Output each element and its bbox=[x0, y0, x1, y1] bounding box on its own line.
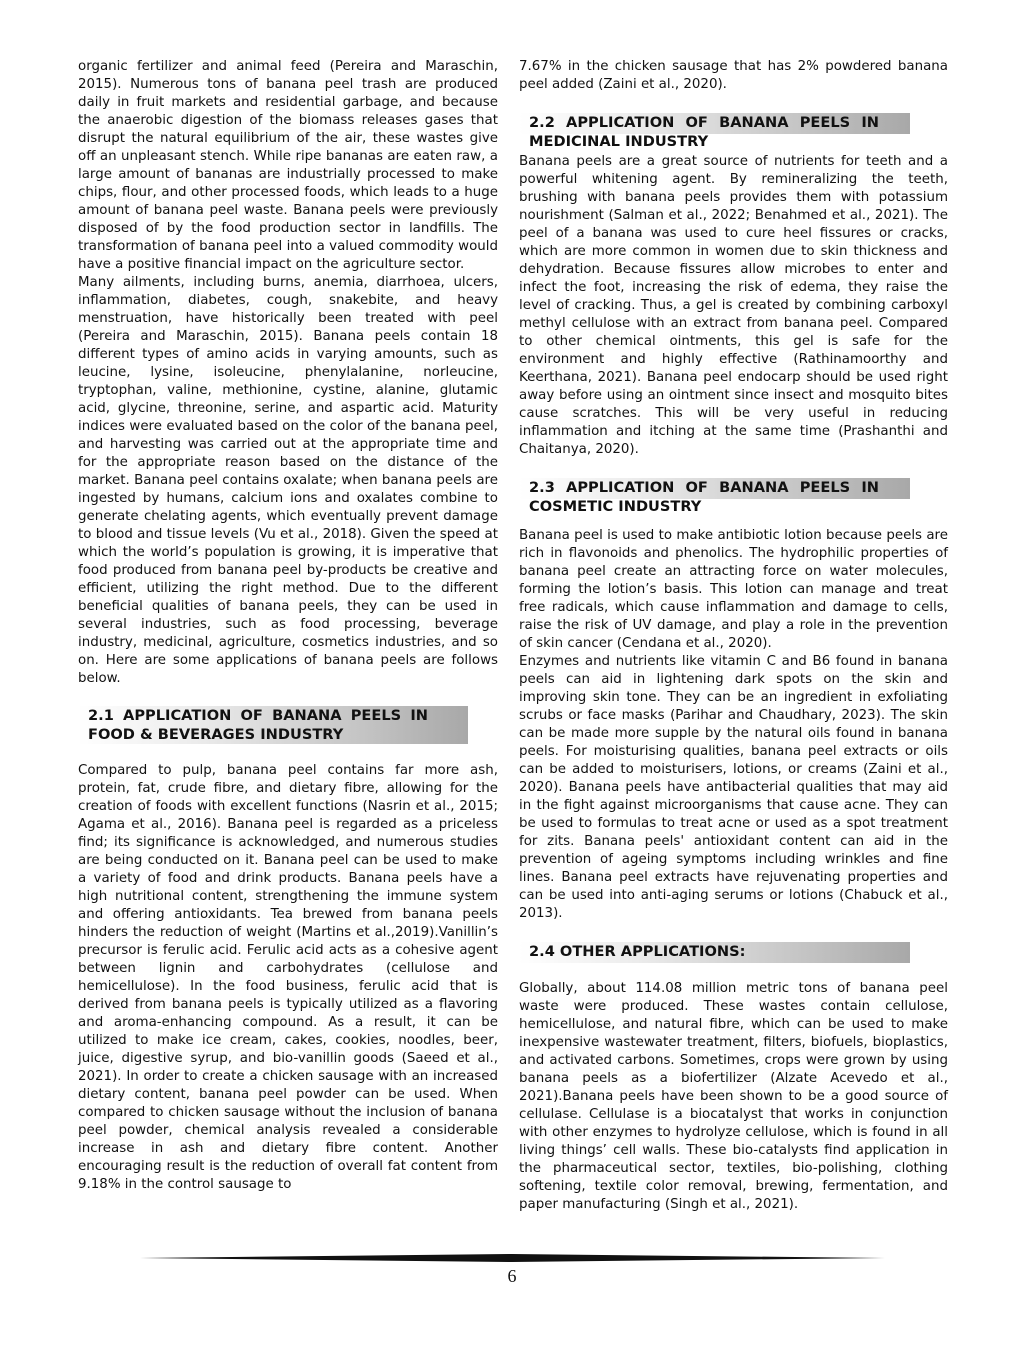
body-paragraph: Many ailments, including burns, anemia, diarrhoea, ulcers, inflammation, diabetes, cough, snakebite, and heavy menstruation, have historically been treated with peel (Pereira and Maraschin, 2015). Banana peels contain 18 different types of amino acids in varying amounts, such as leucine, lysine, isoleucine, phenylalanine, norleucine, tryptophan, valine, methionine, cystine, alanine, glutamic acid, glycine, threonine, serine, and aspartic acid. Maturity indices were evaluated based on the color of the banana peel, and harvesting was carried out at the appropriate time and for the appropriate reason based on the distance of the market. Banana peel contains oxalate; when banana peels are ingested by humans, calcium ions and oxalates combine to generate chelating agents, which eventually prevent damage to blood and tissue levels (Vu et al., 2018). Given the speed at which the world’s population is growing, it is imperative that food produced from banana peel by-products be creative and efficient, utilizing the right method. Due to the different beneficial qualities of banana peels, they can be used in several industries, such as food processing, beverage industry, medicinal, agriculture, cosmetics industries, and so on. Here are some applications of banana peels are follows below. bbox=[78, 275, 498, 686]
heading-text: 2.4 OTHER APPLICATIONS: bbox=[529, 943, 746, 960]
heading-text: 2.3 APPLICATION OF BANANA PEELS IN COSMETIC INDUSTRY bbox=[529, 479, 879, 515]
body-paragraph: organic fertilizer and animal feed (Pereira and Maraschin, 2015). Numerous tons of banana peel trash are produced daily in fruit markets and residential garbage, and because the anaerobic digestion of the biomass releases gases that disrupt the natural equilibrium of the air, these wastes give off an unpleasant stench. While ripe bananas are eaten raw, a large amount of bananas are industrially processed to make chips, flour, and other processed foods, which leads to a huge amount of banana peel waste. Banana peels were previously disposed of by the food production sector in landfills. The transformation of banana peel into a valued commodity would have a positive financial impact on the agriculture sector. bbox=[78, 59, 498, 272]
left-column bbox=[78, 58, 498, 1194]
heading-text: 2.2 APPLICATION OF BANANA PEELS IN MEDICINAL INDUSTRY bbox=[529, 114, 879, 150]
section-heading-2-3 bbox=[519, 478, 948, 516]
body-paragraph: Enzymes and nutrients like vitamin C and B6 found in banana peels can aid in lightening dark spots on the skin and improving skin tone. They can be an ingredient in exfoliating scrubs or face masks (Parihar and Chaudhary, 2023). The skin can be made more supple by the natural oils found in banana peels. For moisturising qualities, banana peel extracts or oils can be added to moisturisers, lotions, or creams (Zaini et al., 2020). Banana peels have antibacterial qualities that may aid in the fight against microorganisms that cause acne. They can be used to formulas to treat acne or used as a spot treatment for zits. Banana peels' antioxidant content can aid in the prevention of ageing symptoms including wrinkles and fine lines. Banana peel extracts have rejuvenating properties and can be used into anti-aging serums or lotions (Chabuck et al., 2013). bbox=[519, 654, 948, 921]
body-paragraph: 7.67% in the chicken sausage that has 2% powdered banana peel added (Zaini et al., 2020). bbox=[519, 59, 948, 92]
section-heading-2-1 bbox=[78, 706, 498, 744]
body-paragraph: Banana peels are a great source of nutrients for teeth and a powerful whitening agent. By remineralizing the teeth, brushing with banana peels provides them with potassium nourishment (Salman et al., 2022; Benahmed et al., 2021). The peel of a banana was used to cure heel fissures or cracks, which are more common in women due to skin thickness and dehydration. Because fissures allow microbes to enter and infect the foot, increasing the risk of edema, they raise the level of cracking. Thus, a gel is created by combining carboxyl methyl cellulose with an extract from banana peel. Compared to other chemical ointments, this gel is safe for the environment and highly effective (Rathinamoorthy and Keerthana, 2021). Banana peel endocarp should be used right away before using an ointment since insect and mosquito bites cause scratches. This will be very useful in reducing inflammation and itching at the same time (Prashanthi and Chaitanya, 2020). bbox=[519, 154, 948, 457]
body-paragraph: Compared to pulp, banana peel contains far more ash, protein, fat, crude fibre, and dietary fibre, allowing for the creation of foods with excellent functions (Nasrin et al., 2015; Agama et al., 2016). Banana peel is regarded as a priceless find; its significance is acknowledged, and numerous studies are being conducted on it. Banana peel can be used to make a variety of food and drink products. Banana peels have a high nutritional content, strengthening the immune system and offering antioxidants. Tea brewed from banana peels hinders the reduction of weight (Martins et al.,2019).Vanillin’s precursor is ferulic acid. Ferulic acid acts as a cohesive agent between lignin and carbohydrates (cellulose and hemicellulose). In the food business, ferulic acid that is derived from banana peels is typically utilized as a flavoring and aroma-enhancing compound. As a result, it can be utilized to make ice cream, cakes, cookies, noodles, beer, juice, digestive syrup, and bio-vanillin goods (Saeed et al., 2021). In order to create a chicken sausage with an increased dietary content, banana peel powder can be used. When compared to chicken sausage without the inclusion of banana peel powder, chemical analysis revealed a considerable increase in ash and dietary fibre content. Another encouraging result is the reduction of overall fat content from 9.18% in the control sausage to bbox=[78, 763, 498, 1192]
footer-rule bbox=[140, 1254, 885, 1262]
right-column bbox=[519, 58, 948, 1214]
body-paragraph: Banana peel is used to make antibiotic lotion because peels are rich in flavonoids and phenolics. The hydrophilic properties of banana peel create an attracting force on water molecules, forming the lotion’s basis. This lotion can manage and treat free radicals, which cause inflammation and damage to cells, raise the risk of UV damage, and play a role in the prevention of skin cancer (Cendana et al., 2020). bbox=[519, 528, 948, 651]
page-number: 6 bbox=[507, 1266, 517, 1286]
section-heading-2-2 bbox=[519, 113, 948, 151]
body-paragraph: Globally, about 114.08 million metric tons of banana peel waste were produced. These wastes contain cellulose, hemicellulose, and natural fibre, which can be used to make inexpensive wastewater treatment, filters, biofuels, bioplastics, and activated carbons. Sometimes, crops were grown by using banana peels as a biofertilizer (Alzate Acevedo et al., 2021).Banana peels have been shown to be a good source of cellulase. Cellulase is a biocatalyst that works in conjunction with other enzymes to hydrolyze cellulose, which is found in all living things’ cell walls. These bio-catalysts find application in the pharmaceutical sector, textiles, bio-polishing, clothing softening, textile color removal, brewing, fermentation, and paper manufacturing (Singh et al., 2021). bbox=[519, 981, 948, 1212]
section-heading-2-4 bbox=[519, 942, 948, 961]
heading-text: 2.1 APPLICATION OF BANANA PEELS IN FOOD & BEVERAGES INDUSTRY bbox=[88, 707, 428, 743]
